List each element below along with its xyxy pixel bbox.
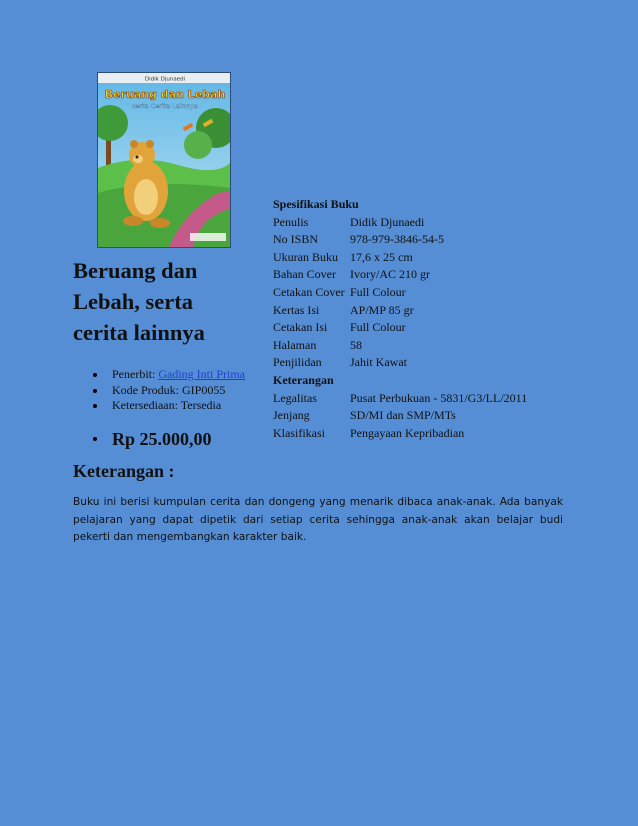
spec-value: Full Colour	[350, 320, 406, 335]
table-row	[273, 249, 527, 267]
table-row	[273, 284, 527, 302]
description-heading: Keterangan :	[73, 461, 175, 481]
spec-key: Cetakan Isi	[273, 320, 328, 335]
description-text: Buku ini berisi kumpulan cerita dan dongeng yang menarik dibaca anak-anak. Ada banyak pelajaran yang dapat dipetik dari setiap cerita sehingga anak-anak akan belajar budi pekerti dan mengembangkan karakter baik.	[73, 496, 563, 543]
table-row	[273, 266, 527, 284]
table-row	[273, 319, 527, 337]
spec-key: Halaman	[273, 337, 317, 352]
table-row	[273, 390, 527, 408]
table-row	[273, 354, 527, 372]
publisher-item	[93, 367, 245, 383]
spec-value: SD/MI dan SMP/MTs	[350, 408, 456, 423]
book-cover-image	[97, 72, 231, 248]
spec-key: Penjilidan	[273, 355, 322, 370]
availability-item: Ketersediaan: Tersedia	[93, 398, 245, 414]
publisher-label: Penerbit:	[112, 367, 159, 381]
spec-key: Klasifikasi	[273, 425, 325, 440]
cover-author-text: Didik Djunaedi	[144, 76, 186, 83]
spec-value: Pusat Perbukuan - 5831/G3/LL/2011	[350, 390, 528, 405]
spec-subheading: Keterangan	[273, 372, 334, 387]
spec-key: Penulis	[273, 214, 309, 229]
spec-key: Ukuran Buku	[273, 249, 338, 264]
spec-table	[273, 196, 527, 442]
spec-value: 17,6 x 25 cm	[350, 249, 413, 264]
publisher-link[interactable]: Gading Inti Prima	[158, 367, 245, 381]
table-row	[273, 231, 527, 249]
cover-title-text: Beruang dan Lebah	[104, 88, 226, 101]
spec-key: Cetakan Cover	[273, 284, 345, 299]
spec-value: Jahit Kawat	[350, 355, 407, 370]
table-row	[273, 214, 527, 232]
spec-key: Bahan Cover	[273, 267, 336, 282]
spec-value: 978-979-3846-54-5	[350, 232, 444, 247]
spec-heading: Spesifikasi Buku	[273, 197, 359, 211]
spec-key: No ISBN	[273, 232, 319, 247]
spec-value: Pengayaan Kepribadian	[350, 425, 465, 440]
spec-key: Kertas Isi	[273, 302, 320, 317]
spec-value: AP/MP 85 gr	[350, 302, 414, 317]
product-code-item: Kode Produk: GIP0055	[93, 383, 245, 399]
spec-key: Jenjang	[273, 408, 310, 423]
book-title: Beruang dan Lebah, serta cerita lainnya	[73, 258, 205, 345]
cover-subtitle-text: serta Cerita Lainnya	[132, 102, 198, 110]
table-row	[273, 425, 527, 443]
table-row	[273, 337, 527, 355]
table-row	[273, 407, 527, 425]
cover-illustration	[98, 73, 231, 248]
spec-value: Full Colour	[350, 284, 406, 299]
book-facts-list	[93, 367, 245, 414]
table-row	[273, 302, 527, 320]
spec-key: Legalitas	[273, 390, 317, 405]
spec-value: 58	[350, 337, 362, 352]
spec-value: Ivory/AC 210 gr	[350, 267, 430, 282]
book-price: Rp 25.000,00	[93, 428, 212, 450]
spec-value: Didik Djunaedi	[350, 214, 425, 229]
